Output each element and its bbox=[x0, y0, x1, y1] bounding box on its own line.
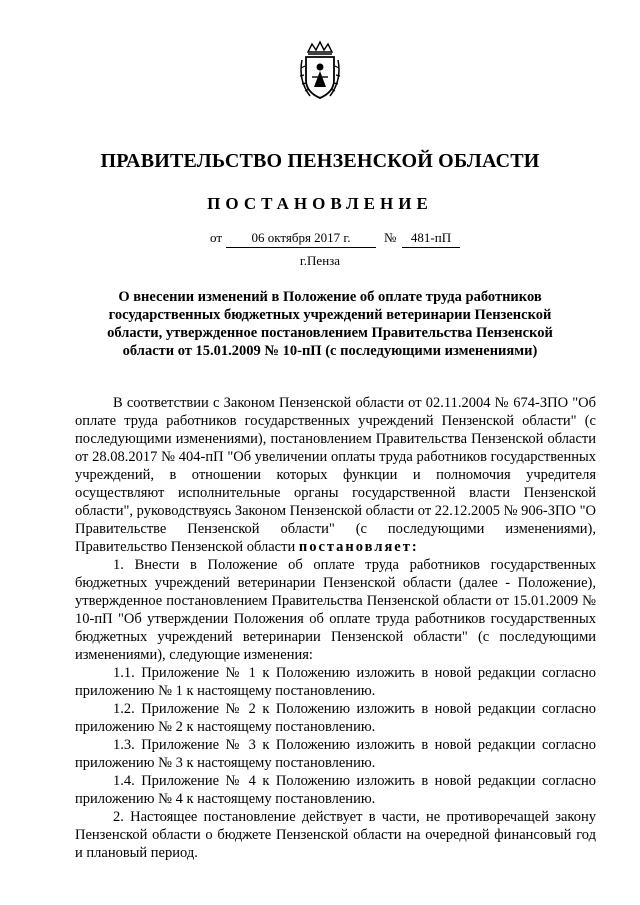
item-1-1: 1.1. Приложение № 1 к Положению изложить в новой редакции согласно приложению № 1 к настоящему постановлению. bbox=[75, 665, 596, 699]
item-1: 1. Внести в Положение об оплате труда работников государственных бюджетных учреждений ветеринарии Пензенской области (далее - Положение), утвержденное постановлением Правительства Пензенской области от 15.01.2009 № 10-пП "Об утверждении Положения об оплате труда работников государственных бюджетных учреждений ветеринарии Пензенской области" (с последующими изменениями), следующие изменения: bbox=[75, 557, 596, 663]
date-from-label: от bbox=[210, 230, 223, 245]
item-1-3: 1.3. Приложение № 3 к Положению изложить в новой редакции согласно приложению № 3 к настоящему постановлению. bbox=[75, 737, 596, 771]
government-title: ПРАВИТЕЛЬСТВО ПЕНЗЕНСКОЙ ОБЛАСТИ bbox=[100, 150, 540, 172]
preamble-text: В соответствии с Законом Пензенской области от 02.11.2004 № 674-ЗПО "Об оплате труда работников государственных учреждений Пензенской области" (с последующими изменениями), постановлением Правительства Пензенской области от 28.08.2017 № 404-пП "Об увеличении оплаты труда работников государственных учреждений, в отношении которых функции и полномочия учредителя осуществляют исполнительные органы государственной власти Пензенской области", руководствуясь Законом Пензенской области от 22.12.2005 № 906-ЗПО "О Правительстве Пензенской области" (с последующими изменениями), Правительство Пензенской области bbox=[75, 395, 596, 555]
item-1-2: 1.2. Приложение № 2 к Положению изложить в новой редакции согласно приложению № 2 к настоящему постановлению. bbox=[75, 701, 596, 735]
item-1-4: 1.4. Приложение № 4 к Положению изложить в новой редакции согласно приложению № 4 к настоящему постановлению. bbox=[75, 773, 596, 807]
city: г.Пенза bbox=[299, 253, 341, 268]
resolves-word: постановляет: bbox=[298, 539, 419, 555]
preamble-paragraph bbox=[75, 394, 596, 556]
penza-coat-of-arms-icon bbox=[296, 40, 344, 102]
item-2: 2. Настоящее постановление действует в части, не противоречащей закону Пензенской области о бюджете Пензенской области на очередной финансовый год и плановый период. bbox=[75, 809, 596, 861]
document-date: 06 октября 2017 г. bbox=[226, 230, 376, 248]
document-type: ПОСТАНОВЛЕНИЕ bbox=[207, 194, 433, 213]
document-body bbox=[75, 394, 596, 862]
document-subject: О внесении изменений в Положение об оплате труда работников государственных бюджетных учреждений ветеринарии Пензенской области, утвержденное постановлением Правительства Пензенской области от 15.01.2009 № 10-пП (с последующими изменениями) bbox=[107, 289, 553, 359]
document-number: 481-пП bbox=[402, 230, 460, 248]
number-label: № bbox=[384, 230, 397, 245]
